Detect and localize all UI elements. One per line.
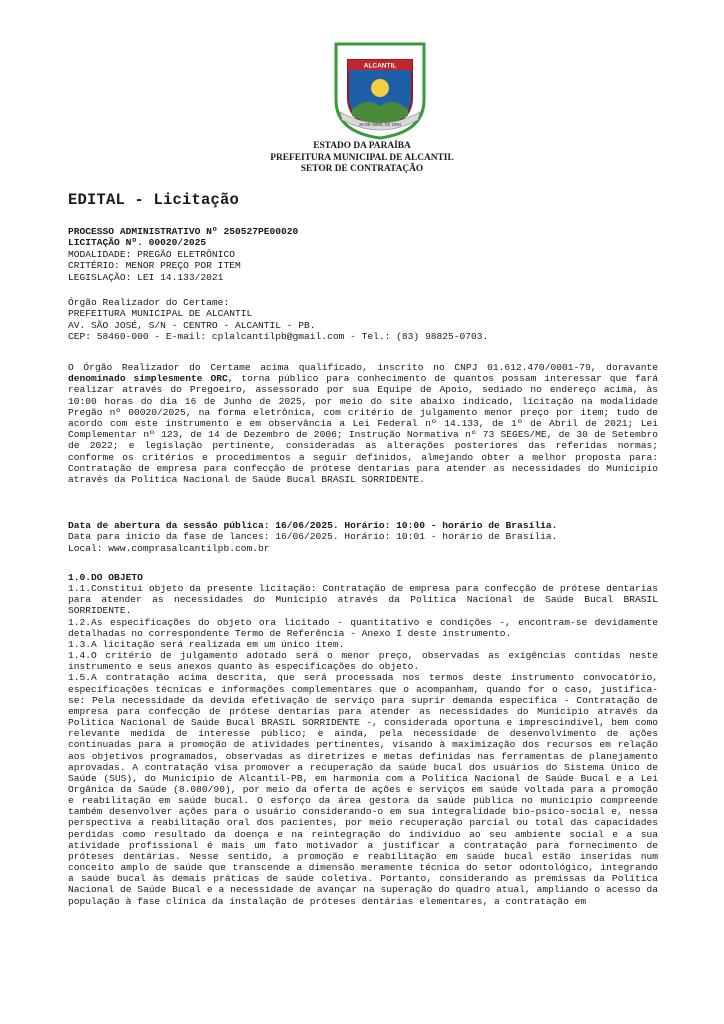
- procurement-meta: [68, 226, 298, 283]
- legislacao: LEGISLAÇÃO: LEI 14.133/2021: [68, 271, 224, 283]
- orgao-label: Órgão Realizador do Certame:: [68, 297, 230, 308]
- modalidade: MODALIDADE: PREGÃO ELETRÔNICO: [68, 248, 235, 260]
- licitacao-number: LICITAÇÃO Nº. 00020/2025: [68, 237, 207, 249]
- orgao-realizador: [68, 297, 488, 343]
- orgao-address: AV. SÃO JOSÉ, S/N - CENTRO - ALCANTIL - PB.: [68, 319, 316, 331]
- crest-city-name: ALCANTIL: [363, 62, 397, 70]
- header-setor: SETOR DE CONTRATAÇÃO: [300, 164, 424, 174]
- objeto-item-1-3: 1.3.A licitação será realizada em um único item.: [68, 638, 345, 650]
- objeto-heading: 1.0.DO OBJETO: [68, 572, 143, 583]
- processo-number: PROCESSO ADMINISTRATIVO Nº 250527PE00020: [68, 226, 299, 237]
- session-info: [68, 520, 557, 554]
- session-opening: Data de abertura da sessão pública: 16/06/2025. Horário: 10:00 - horário de Brasília.: [68, 520, 558, 531]
- objeto-item-1-4: 1.4.O critério de julgamento adotado será o menor preço, observadas as exigências contidas neste instrumento e seus anexos quanto às especificações do objeto.: [68, 650, 658, 673]
- objeto-item-1-1: 1.1.Constitui objeto da presente licitação: Contratação de empresa para confecção de prótese dentarias para atender as necessidades do Municipio através da Politica Nacional de Saúde Bucal BRASIL SORRIDENTE.: [68, 583, 658, 617]
- objeto-section: [68, 572, 658, 907]
- intro-text-2: , torna público para conhecimento de quantos possam interessar que fará realizar através do Pregoeiro, assessorado por sua Equipe de Apoio, sediado no endereço acima, às 10:00 horas do dia 16 de Junho de 2025, por meio do site abaixo indicado, licitação na modalidade Pregão nº 00020/2025, na forma eletrônica, com critério de julgamento menor preço por item; tudo de acordo com este instrumento e em observância a Lei Federal nº 14.133, de 1º de Abril de 2021; Lei Complementar nº 123, de 14 de Dezembro de 2006; Instrução Normativa nº 73 SEGES/ME, de 30 de Setembro de 2022; e legislação pertinente, consideradas as alterações posteriores das referidas normas; conforme os critérios e procedimentos a seguir definidos, almejando obter a melhor proposta para: Contratação de empresa para confecção de prótese dentarias para atender as necessidades do Municipio através da Politica Nacional de Saúde Bucal BRASIL SORRIDENTE.: [68, 373, 658, 486]
- session-bidding: Data para início da fase de lances: 16/06/2025. Horário: 10:01 - horário de Brasília.: [68, 531, 558, 543]
- objeto-item-1-2: 1.2.As especificações do objeto ora licitado - quantitativo e condições -, encontram-se devidamente detalhadas no correspondente Termo de Referência - Anexo I deste instrumento.: [68, 616, 658, 639]
- intro-text-1: O Órgão Realizador do Certame acima qualificado, inscrito no CNPJ 01.612.470/0001-79, doravante: [68, 362, 658, 373]
- header-prefeitura: PREFEITURA MUNICIPAL DE ALCANTIL: [270, 152, 454, 163]
- municipal-crest-logo: [330, 40, 430, 140]
- orgao-contact: CEP: 58460-000 - E-mail: cplalcantilpb@gmail.com - Tel.: (83) 98825-0703.: [68, 331, 489, 343]
- header-state: ESTADO DA PARAÍBA: [313, 141, 411, 151]
- orgao-name: PREFEITURA MUNICIPAL DE ALCANTIL: [68, 308, 253, 320]
- criterio: CRITÉRIO: MENOR PREÇO POR ITEM: [68, 260, 241, 272]
- objeto-item-1-5: 1.5.A contratação acima descrita, que será processada nos termos deste instrumento convocatório, especificações técnicas e informações complementares que o acompanham, quando for o caso, justifica-se: Pela necessidade da devida efetivação de serviço para suprir demanda específica - Contratação de empresa para confecção de prótese dentarias para atender as necessidades do Municipio através da Politica Nacional de Saúde Bucal BRASIL SORRIDENTE -, considerada oportuna e imprescindível, bem como relevante medida de interesse público; e ainda, pela necessidade de desenvolvimento de ações continuadas para a promoção de atividades pertinentes, visando à maximização dos recursos em relação aos objetivos programados, observadas as diretrizes e metas definidas nas ferramentas de planejamento aprovadas. A contratação visa promover a recuperação da saúde bucal dos usuários do Sistema Único de Saúde (SUS), do Município de Alcantil-PB, em harmonia com a Política Nacional de Saúde Bucal e a Lei Orgânica da Saúde (8.080/90), por meio da oferta de ações e serviços em saúde voltada para a promoção e reabilitação em saúde bucal. O esforço da área gestora da saúde pública no município compreende também desenvolver ações para o usuário considerando-o em sua integralidade bio-psico-social e, nessa perspectiva a reabilitação oral dos pacientes, por meio recuperação parcial ou total das capacidades perdidas como resultado da doença e na reintegração do indivíduo ao seu ambiente social e a sua atividade profissional é mais um fato motivador a justificar a contratação para fornecimento de próteses dentárias. Nesse sentido, a promoção e reabilitação em saúde bucal estão inseridas num conceito amplo de saúde que transcende a dimensão meramente técnica do setor odontológico, integrando a saúde bucal às demais práticas de saúde coletiva. Portanto, considerando as premissas da Política Nacional de Saúde Bucal e a necessidade de avançar na superação do quadro atual, ampliando o acesso da população à fase clínica da instalação de próteses dentárias elementares, a contratação em: [68, 672, 658, 907]
- intro-bold: denominado simplesmente ORC: [68, 373, 228, 385]
- page-title: EDITAL - Licitação: [68, 191, 240, 209]
- document-header: [200, 141, 524, 176]
- crest-motto: 28 DE ABRIL DE 1994: [359, 122, 401, 127]
- intro-paragraph: [68, 362, 658, 485]
- session-location: Local: www.comprasalcantilpb.com.br: [68, 542, 270, 554]
